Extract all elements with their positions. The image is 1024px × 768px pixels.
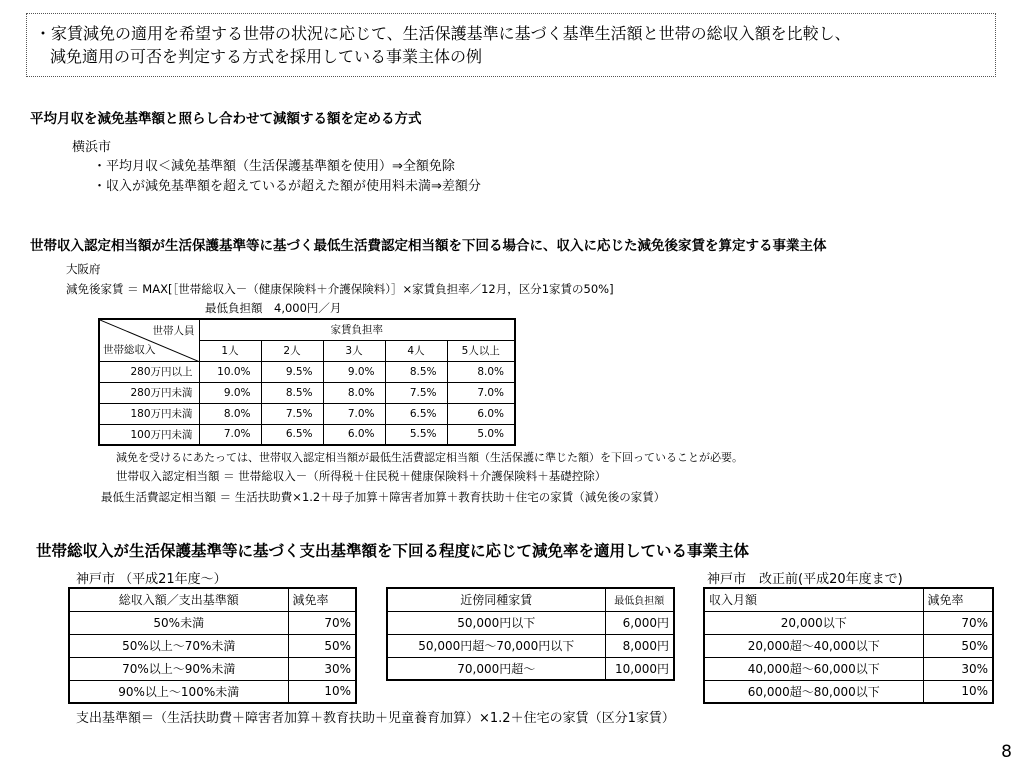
header-line-2: 減免適用の可否を判定する方式を採用している事業主体の例 [50, 47, 483, 66]
table-cell: 30% [288, 657, 356, 680]
section1-heading: 平均月収を減免基準額と照らし合わせて減額する額を定める方式 [30, 111, 422, 127]
section1-city: 横浜市 [72, 140, 112, 155]
table-row [99, 361, 515, 382]
row-label: 100万円未満 [99, 424, 199, 445]
header-box [26, 13, 996, 77]
osaka-col-header: 2人 [261, 340, 323, 361]
table-cell: 8.0% [447, 361, 515, 382]
table-row [69, 611, 356, 634]
table-cell: 6,000円 [605, 611, 674, 634]
table-cell: 7.0% [323, 403, 385, 424]
table-cell: 10% [288, 680, 356, 703]
row-label: 180万円未満 [99, 403, 199, 424]
table-a-header: 総収入額／支出基準額 [69, 588, 288, 611]
table-cell: 8.5% [385, 361, 447, 382]
table-cell: 5.0% [447, 424, 515, 445]
row-label: 280万円以上 [99, 361, 199, 382]
table-row [704, 680, 993, 703]
table-cell: 50%以上～70%未満 [69, 634, 288, 657]
table-cell: 7.0% [447, 382, 515, 403]
kobe-min-burden-table [386, 587, 675, 681]
osaka-table-diag-cell [99, 319, 199, 361]
header-line-1: ・家賃減免の適用を希望する世帯の状況に応じて、生活保護基準に基づく基準生活額と世帯の総収入額を比較し、 [35, 24, 851, 43]
osaka-col-header: 5人以上 [447, 340, 515, 361]
kobe-reduction-rate-table [68, 587, 357, 704]
table-a-header: 減免率 [288, 588, 356, 611]
table-cell: 7.5% [385, 382, 447, 403]
table-cell: 10,000円 [605, 657, 674, 680]
section2-heading: 世帯収入認定相当額が生活保護基準等に基づく最低生活費認定相当額を下回る場合に、収入に応じた減免後家賃を算定する事業主体 [30, 238, 827, 254]
table-cell: 40,000超～60,000以下 [704, 657, 923, 680]
table-cell: 9.0% [323, 361, 385, 382]
osaka-col-header: 1人 [199, 340, 261, 361]
table-cell: 9.5% [261, 361, 323, 382]
table-cell: 90%以上～100%未満 [69, 680, 288, 703]
osaka-diag-bottom: 世帯総収入 [103, 343, 156, 356]
section1-rule-1: ・平均月収＜減免基準額（生活保護基準額を使用）⇒全額免除 [93, 159, 455, 174]
kobe-old-reduction-table [703, 587, 994, 704]
table-row [69, 634, 356, 657]
table-cell: 70%以上～90%未満 [69, 657, 288, 680]
table-cell: 50% [923, 634, 993, 657]
osaka-group-header: 家賃負担率 [199, 319, 515, 340]
table-row [704, 611, 993, 634]
osaka-diag-top: 世帯人員 [152, 325, 195, 337]
table-cell: 50,000円以下 [387, 611, 605, 634]
kobe-old-label: 神戸市 改正前(平成20年度まで) [707, 572, 903, 587]
table-b-header: 近傍同種家賃 [387, 588, 605, 611]
table-cell: 70,000円超～ [387, 657, 605, 680]
table-row [704, 634, 993, 657]
table-row [387, 611, 674, 634]
table-cell: 10.0% [199, 361, 261, 382]
table-cell: 8.0% [199, 403, 261, 424]
table-row [99, 382, 515, 403]
section1-rule-2: ・収入が減免基準額を超えているが超えた額が使用料未満⇒差額分 [93, 179, 481, 194]
table-row [387, 657, 674, 680]
table-cell: 60,000超～80,000以下 [704, 680, 923, 703]
section2-note-3: 最低生活費認定相当額 ＝ 生活扶助費×1.2＋母子加算＋障害者加算＋教育扶助＋住宅の家賃（減免後の家賃） [101, 490, 666, 504]
page-number: 8 [1001, 742, 1012, 762]
section2-note-1: 減免を受けるにあたっては、世帯収入認定相当額が最低生活費認定相当額（生活保護に準じた額）を下回っていることが必要。 [116, 451, 743, 464]
osaka-burden-rate-table [98, 318, 516, 446]
row-label: 280万円未満 [99, 382, 199, 403]
table-cell: 50% [288, 634, 356, 657]
osaka-col-header: 3人 [323, 340, 385, 361]
table-c-header: 減免率 [923, 588, 993, 611]
table-row [387, 634, 674, 657]
table-cell: 9.0% [199, 382, 261, 403]
section3-footnote: 支出基準額＝（生活扶助費＋障害者加算＋教育扶助＋児童養育加算）×1.2＋住宅の家賃（区分1家賃） [76, 711, 675, 726]
table-c-header: 収入月額 [704, 588, 923, 611]
table-row [69, 680, 356, 703]
table-row [99, 424, 515, 445]
table-cell: 6.5% [385, 403, 447, 424]
kobe-current-label: 神戸市 （平成21年度～） [76, 572, 227, 587]
section2-min-burden: 最低負担額 4,000円／月 [205, 301, 342, 315]
osaka-col-header: 4人 [385, 340, 447, 361]
table-cell: 7.5% [261, 403, 323, 424]
table-row [704, 657, 993, 680]
table-row [99, 403, 515, 424]
table-cell: 10% [923, 680, 993, 703]
section2-city: 大阪府 [66, 262, 101, 276]
table-b-header: 最低負担額 [605, 588, 674, 611]
section3-heading: 世帯総収入が生活保護基準等に基づく支出基準額を下回る程度に応じて減免率を適用している事業主体 [36, 542, 750, 560]
table-cell: 8.5% [261, 382, 323, 403]
table-cell: 6.0% [323, 424, 385, 445]
table-cell: 50,000円超～70,000円以下 [387, 634, 605, 657]
table-cell: 70% [923, 611, 993, 634]
table-cell: 8.0% [323, 382, 385, 403]
table-cell: 7.0% [199, 424, 261, 445]
section2-note-2: 世帯収入認定相当額 ＝ 世帯総収入－（所得税＋住民税＋健康保険料＋介護保険料＋基礎控除） [116, 469, 607, 483]
section2-formula: 減免後家賃 ＝ MAX[［世帯総収入－（健康保険料＋介護保険料）］×家賃負担率／12月，区分1家賃の50%] [66, 282, 614, 296]
table-cell: 70% [288, 611, 356, 634]
table-cell: 50%未満 [69, 611, 288, 634]
table-cell: 6.5% [261, 424, 323, 445]
table-cell: 20,000超～40,000以下 [704, 634, 923, 657]
table-cell: 5.5% [385, 424, 447, 445]
table-cell: 20,000以下 [704, 611, 923, 634]
table-cell: 30% [923, 657, 993, 680]
table-row [69, 657, 356, 680]
table-cell: 6.0% [447, 403, 515, 424]
table-cell: 8,000円 [605, 634, 674, 657]
